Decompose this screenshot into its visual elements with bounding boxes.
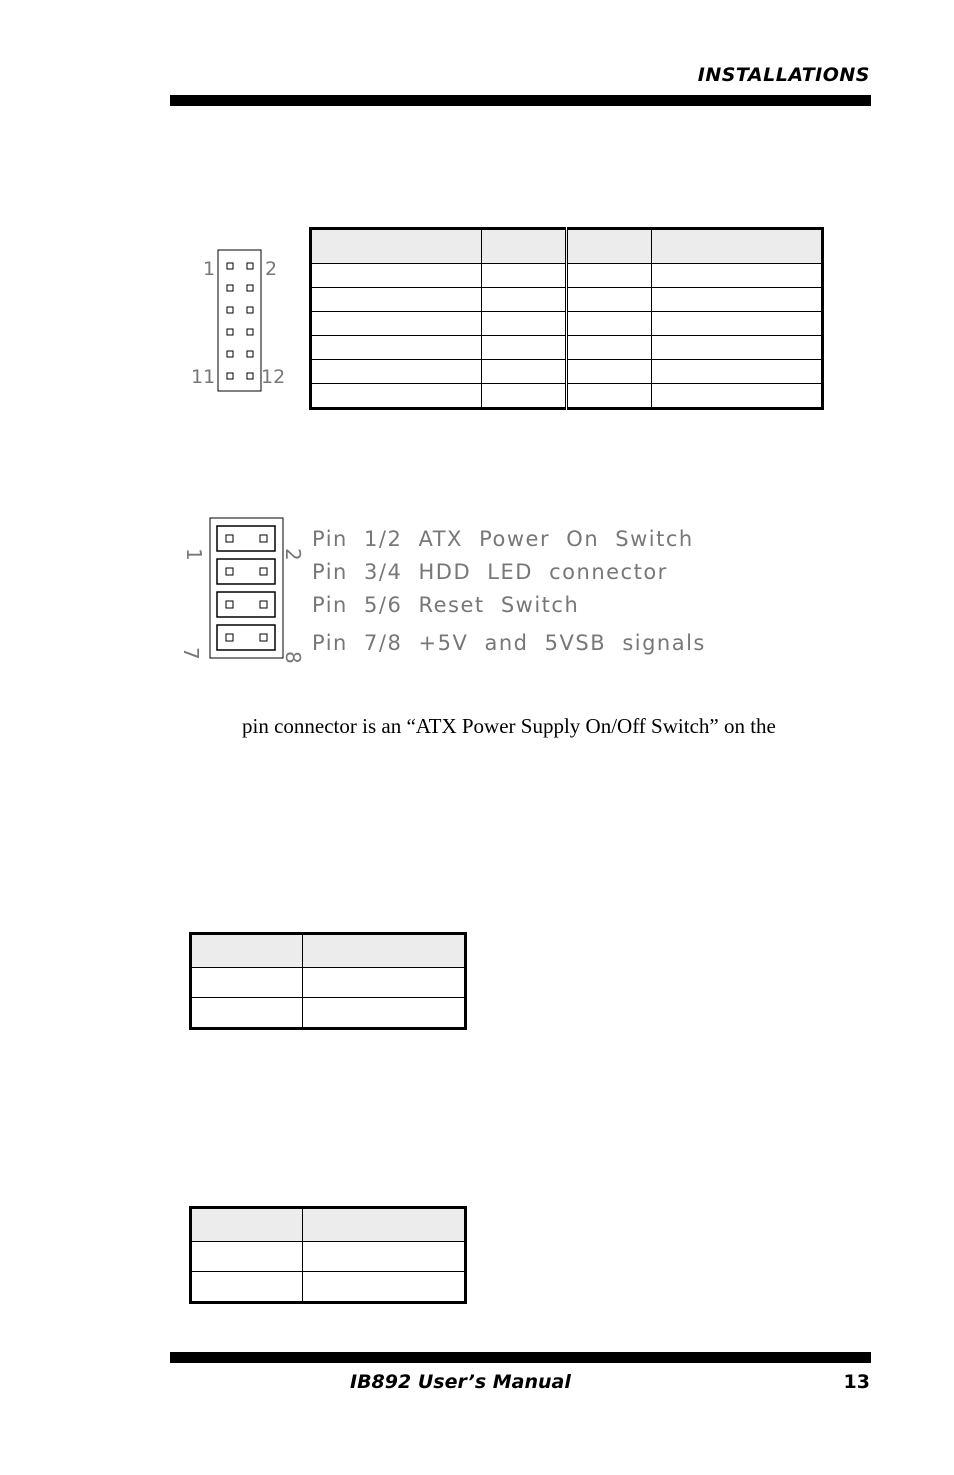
pin-label: 1: [182, 548, 206, 561]
pin: [260, 634, 267, 641]
footer-rule: [170, 1352, 871, 1363]
pin-grid: [217, 526, 275, 650]
pin: [227, 373, 233, 379]
section-title: INSTALLATIONS: [697, 64, 870, 86]
pin-descriptions: [312, 527, 706, 655]
pin: [260, 535, 267, 542]
pin: [226, 601, 233, 608]
panel-connector-diagram: [179, 518, 706, 664]
pin: [247, 351, 253, 357]
header-12pin-diagram: [191, 250, 285, 391]
manual-title: IB892 User’s Manual: [350, 1371, 571, 1393]
pin-label: 11: [191, 366, 216, 388]
pin-grid: [227, 263, 253, 379]
pin: [227, 285, 233, 291]
pin: [226, 535, 233, 542]
pin-label: 2: [265, 258, 278, 280]
pin: [260, 568, 267, 575]
pin: [247, 307, 253, 313]
body-paragraph: pin connector is an “ATX Power Supply On/Off Switch” on the: [242, 714, 776, 738]
header-12pin-table: [309, 227, 824, 410]
pin-label: 1: [203, 258, 216, 280]
pin: [247, 285, 253, 291]
pin: [227, 307, 233, 313]
pin-description: Pin 3/4 HDD LED connector: [312, 560, 668, 584]
pin: [247, 329, 253, 335]
pin-assignment-table: [189, 1206, 467, 1304]
pin-description: Pin 5/6 Reset Switch: [312, 593, 580, 617]
pin-label: 12: [261, 366, 286, 388]
pin: [226, 634, 233, 641]
pin-assignment-table: [189, 932, 467, 1030]
pin-description: Pin 7/8 +5V and 5VSB signals: [312, 631, 706, 655]
pin: [227, 263, 233, 269]
pin-label: 7: [179, 647, 203, 660]
pin: [247, 373, 253, 379]
pin-description: Pin 1/2 ATX Power On Switch: [312, 527, 694, 551]
pin-label: 2: [281, 548, 305, 561]
pin-label: 8: [281, 651, 305, 664]
page-number: 13: [843, 1371, 870, 1393]
pin: [226, 568, 233, 575]
pin: [227, 329, 233, 335]
pin: [247, 263, 253, 269]
pin: [227, 351, 233, 357]
pin: [260, 601, 267, 608]
